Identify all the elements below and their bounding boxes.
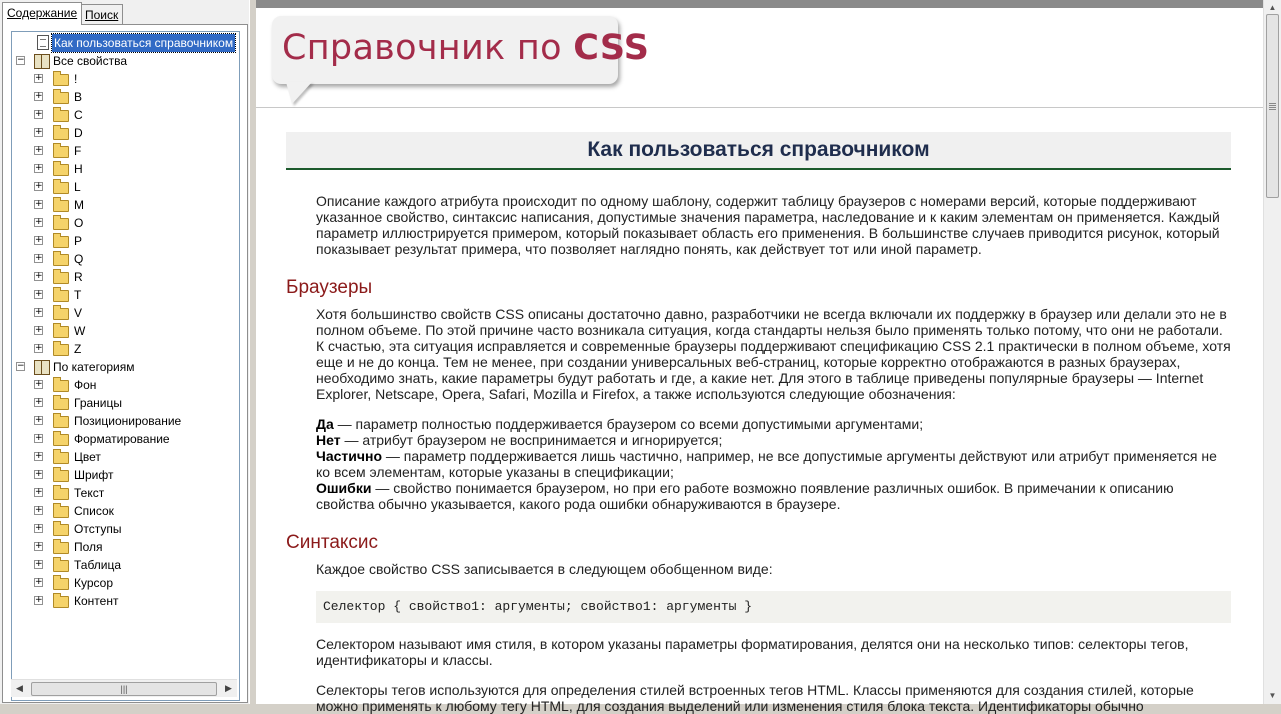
tab-search[interactable]	[80, 4, 123, 25]
expand-icon[interactable]: +	[35, 199, 43, 209]
tree-item-label: P	[74, 234, 83, 248]
book-icon	[34, 360, 50, 375]
folder-icon	[53, 506, 69, 518]
expand-icon[interactable]: +	[35, 415, 43, 425]
logo-bubble	[272, 16, 650, 84]
folder-icon	[53, 272, 69, 284]
tree-item-label: C	[74, 108, 83, 122]
folder-icon	[53, 254, 69, 266]
tree-item-label: D	[74, 126, 83, 140]
expand-icon[interactable]: +	[35, 145, 43, 155]
expand-icon[interactable]: +	[35, 91, 43, 101]
folder-icon	[53, 236, 69, 248]
legend-term: Частично	[316, 448, 383, 464]
tree-item-label: M	[74, 198, 84, 212]
expand-icon[interactable]: +	[35, 163, 43, 173]
heading-browsers: Браузеры	[286, 277, 373, 298]
scroll-left-icon[interactable]: ◀	[16, 683, 23, 693]
folder-icon	[53, 128, 69, 140]
scroll-right-icon[interactable]: ▶	[225, 683, 232, 693]
legend-text: — параметр полностью поддерживается браузером со всеми допустимыми аргументами;	[333, 416, 924, 432]
collapse-icon[interactable]: −	[17, 361, 25, 371]
legend-text: — свойство понимается браузером, но при его работе возможно появление различных ошибок. В примечании к описанию свойства обычно указывается, какого рода ошибки обнаруживаются в браузере.	[316, 480, 1174, 512]
support-legend	[316, 416, 1231, 512]
tree-item-label: Курсор	[74, 576, 114, 590]
folder-icon	[53, 578, 69, 590]
legend-term: Нет	[316, 432, 341, 448]
expand-icon[interactable]: +	[35, 73, 43, 83]
folder-icon	[53, 326, 69, 338]
tree-item-label: O	[74, 216, 84, 230]
folder-icon	[53, 74, 69, 86]
expand-icon[interactable]: +	[35, 109, 43, 119]
tree-horizontal-scrollbar[interactable]	[11, 679, 237, 697]
content-top-bar	[256, 0, 1263, 8]
page-icon	[37, 35, 49, 50]
expand-icon[interactable]: +	[35, 433, 43, 443]
tree-item-label: L	[74, 180, 81, 194]
legend-item	[316, 480, 1231, 512]
syntax-intro: Каждое свойство CSS записывается в следующем обобщенном виде:	[316, 561, 773, 577]
tree-item-label: W	[74, 324, 86, 338]
expand-icon[interactable]: +	[35, 127, 43, 137]
legend-term: Ошибки	[316, 480, 372, 496]
expand-icon[interactable]: +	[35, 469, 43, 479]
tree-item-label: R	[74, 270, 83, 284]
folder-icon	[53, 434, 69, 446]
tree-item-label: Контент	[74, 594, 119, 608]
expand-icon[interactable]: +	[35, 253, 43, 263]
tab-search-label: Поиск	[85, 8, 119, 22]
expand-icon[interactable]: +	[35, 343, 43, 353]
folder-icon	[53, 542, 69, 554]
content-pane	[256, 0, 1263, 714]
scroll-thumb[interactable]: |||	[31, 682, 217, 696]
legend-item	[316, 432, 1231, 448]
tree-item-label: Все свойства	[53, 54, 128, 68]
grip-icon	[1269, 103, 1276, 104]
folder-icon	[53, 596, 69, 608]
browsers-paragraph: Хотя большинство свойств CSS описаны достаточно давно, разработчики не всегда включали их поддержку в браузер или делали это не в полном объеме. По этой причине часто возникала ситуация, когда стандарты нельзя было применять только потому, что они не работали. К счастью, эта ситуация исправляется и современные браузеры поддерживают спецификацию CSS 2.1 практически в полном объеме, хотя еще и не до конца. Тем не менее, при создании универсальных веб-страниц, которые корректно отображаются в разных браузерах, необходимо знать, какие параметры будут работать и где, а какие нет. Для этого в таблице приведены популярные браузеры — Internet Explorer, Netscape, Opera, Safari, Mozilla и Firefox, а также используются следующие обозначения:	[316, 306, 1231, 402]
intro-paragraph: Описание каждого атрибута происходит по одному шаблону, содержит таблицу браузеров с номерами версий, которые поддерживают указанное свойство, синтаксис написания, допустимые значения параметра, наследование и к каким элементам он применяется. Каждый параметр иллюстрируется примером, который показывает область его применения. В большинстве случаев приводится рисунок, который показывает результат примера, что позволяет наглядно понять, как действует тот или иной параметр.	[316, 193, 1220, 257]
expand-icon[interactable]: +	[35, 307, 43, 317]
tree-item-label: Список	[74, 504, 114, 518]
heading-syntax: Синтаксис	[286, 532, 379, 553]
folder-icon	[53, 524, 69, 536]
tree-item-label: Цвет	[74, 450, 101, 464]
scroll-thumb[interactable]	[1266, 14, 1279, 198]
contents-panel	[2, 24, 248, 703]
code-block: Селектор { свойство1: аргументы; свойство1: аргументы }	[316, 591, 1231, 623]
legend-item	[316, 448, 1231, 480]
collapse-icon[interactable]: −	[17, 55, 25, 65]
folder-icon	[53, 308, 69, 320]
tree-item-label: Позиционирование	[74, 414, 182, 428]
expand-icon[interactable]: +	[35, 523, 43, 533]
expand-icon[interactable]: +	[35, 271, 43, 281]
tab-contents[interactable]	[2, 2, 82, 25]
tree-item-label: Z	[74, 342, 82, 356]
folder-icon	[53, 398, 69, 410]
folder-icon	[53, 488, 69, 500]
folder-icon	[53, 452, 69, 464]
tag-selectors-paragraph: Селекторы тегов используются для определения стилей встроенных тегов HTML. Классы применяются для создания стилей, которые можно применять к любому тегу HTML, для создания выделений или изменения стиля блока текста. Идентификаторы обычно	[316, 682, 1194, 714]
tree-item-label: Границы	[74, 396, 122, 410]
folder-icon	[53, 470, 69, 482]
book-icon	[34, 54, 50, 69]
legend-text: — атрибут браузером не воспринимается и игнорируется;	[340, 432, 723, 448]
expand-icon[interactable]: +	[35, 559, 43, 569]
folder-icon	[53, 218, 69, 230]
tree-item-label: Как пользоваться справочником	[54, 36, 234, 50]
folder-icon	[53, 110, 69, 122]
tree-item-label: V	[74, 306, 83, 320]
selector-paragraph: Селектором называют имя стиля, в котором указаны параметры форматирования, делятся они на несколько типов: селекторы тегов, идентификаторы и классы.	[316, 636, 1189, 668]
expand-icon[interactable]: +	[35, 577, 43, 587]
tree-item-label: Текст	[74, 486, 105, 500]
folder-icon	[53, 200, 69, 212]
content-vertical-scrollbar[interactable]	[1263, 0, 1281, 704]
expand-icon[interactable]: +	[35, 181, 43, 191]
article	[286, 132, 1231, 714]
logo-prefix: Справочник по	[282, 28, 574, 68]
page-title: Как пользоваться справочником	[286, 132, 1231, 170]
logo-bold: CSS	[573, 28, 650, 68]
expand-icon[interactable]: +	[35, 397, 43, 407]
legend-item	[316, 416, 1231, 432]
expand-icon[interactable]: +	[35, 325, 43, 335]
tree-item-label: Шрифт	[74, 468, 114, 482]
expand-icon[interactable]: +	[35, 235, 43, 245]
tree-item-label: T	[74, 288, 82, 302]
folder-icon	[53, 380, 69, 392]
tree-item-label: Таблица	[74, 558, 122, 572]
scroll-up-icon[interactable]: ▲	[1268, 3, 1277, 12]
folder-icon	[53, 146, 69, 158]
tree-item-label: Поля	[74, 540, 103, 554]
tree-item-label: Отступы	[74, 522, 122, 536]
expand-icon[interactable]: +	[35, 487, 43, 497]
tree-item-label: B	[74, 90, 83, 104]
contents-tree[interactable]	[11, 31, 240, 701]
tree-item-label: Форматирование	[74, 432, 170, 446]
tree-item-label: !	[74, 72, 78, 86]
navigation-pane	[0, 0, 249, 704]
folder-icon	[53, 344, 69, 356]
tree-item-label: Q	[74, 252, 84, 266]
expand-icon[interactable]: +	[35, 217, 43, 227]
expand-icon[interactable]: +	[35, 451, 43, 461]
expand-icon[interactable]: +	[35, 541, 43, 551]
tab-contents-label: Содержание	[7, 6, 78, 20]
folder-icon	[53, 560, 69, 572]
expand-icon[interactable]: +	[35, 379, 43, 389]
folder-icon	[53, 416, 69, 428]
logo-bubble-tail	[286, 82, 312, 104]
folder-icon	[53, 182, 69, 194]
legend-text: — параметр поддерживается лишь частично, например, не все допустимые аргументы действуют или атрибут применяется не ко всем элементам, которые указаны в спецификации;	[316, 448, 1217, 480]
folder-icon	[53, 92, 69, 104]
tree-item-label: По категориям	[53, 360, 135, 374]
page-header	[256, 8, 1263, 108]
expand-icon[interactable]: +	[35, 289, 43, 299]
scroll-down-icon[interactable]: ▼	[1268, 691, 1277, 700]
tree-item-label: F	[74, 144, 82, 158]
tree-item-label: Фон	[74, 378, 97, 392]
folder-icon	[53, 290, 69, 302]
legend-term: Да	[316, 416, 334, 432]
expand-icon[interactable]: +	[35, 595, 43, 605]
site-logo	[282, 28, 649, 68]
expand-icon[interactable]: +	[35, 505, 43, 515]
folder-icon	[53, 164, 69, 176]
tree-item-label: H	[74, 162, 83, 176]
